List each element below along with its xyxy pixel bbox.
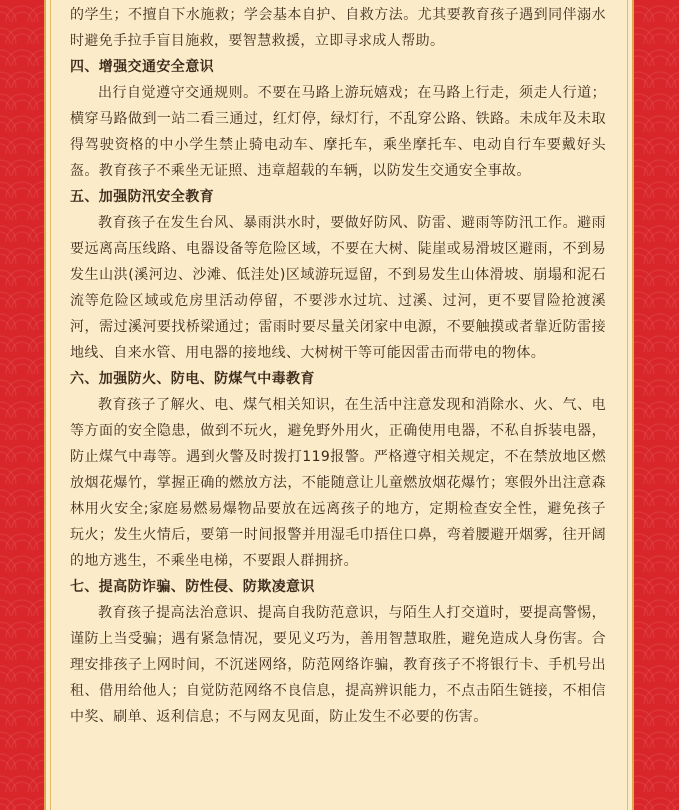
article-panel	[44, 0, 634, 810]
article-content	[70, 2, 606, 730]
section-heading-fire-electric-gas: 六、加强防火、防电、防煤气中毒教育	[70, 371, 315, 387]
section-body-flood: 教育孩子在发生台风、暴雨洪水时，要做好防风、防雷、避雨等防汛工作。避雨要远离高压线路、电器设备等危险区域，不要在大树、陡崖或易滑坡区避雨，不到易发生山洪(溪河边、沙滩、低洼处)区域游玩逗留，不到易发生山体滑坡、崩塌和泥石流等危险区域或危房里活动停留，不要涉水过坑、过溪、过河，更不要冒险抢渡溪河，需过溪河要找桥梁通过；雷雨时要尽量关闭家中电源，不要触摸或者靠近防雷接地线、自来水管、用电器的接地线、大树树干等可能因雷击而带电的物体。	[70, 215, 606, 361]
section-heading-flood: 五、加强防汛安全教育	[70, 189, 214, 205]
section-heading-fraud-assault-bullying: 七、提高防诈骗、防性侵、防欺凌意识	[70, 579, 315, 595]
section-body-fire-electric-gas: 教育孩子了解火、电、煤气相关知识，在生活中注意发现和消除水、火、气、电等方面的安全隐患，做到不玩火，避免野外用火，正确使用电器，不私自拆装电器，防止煤气中毒等。遇到火警及时拨打119报警。严格遵守相关规定，不在禁放地区燃放烟花爆竹，掌握正确的燃放方法，不能随意让儿童燃放烟花爆竹；寒假外出注意森林用火安全;家庭易燃易爆物品要放在远离孩子的地方，定期检查安全性，避免孩子玩火；发生火情后，要第一时间报警并用湿毛巾捂住口鼻，弯着腰避开烟雾，往开阔的地方逃生，不乘坐电梯，不要跟人群拥挤。	[70, 397, 606, 569]
intro-paragraph-tail: 的学生；不擅自下水施救；学会基本自护、自救方法。尤其要教育孩子遇到同伴溺水时避免手拉手盲目施救，要智慧救援，立即寻求成人帮助。	[70, 7, 606, 49]
section-heading-traffic: 四、增强交通安全意识	[70, 59, 214, 75]
section-body-fraud-assault-bullying: 教育孩子提高法治意识、提高自我防范意识，与陌生人打交道时，要提高警惕，谨防上当受骗；遇有紧急情况，要见义巧为，善用智慧取胜，避免造成人身伤害。合理安排孩子上网时间，不沉迷网络，防范网络诈骗，教育孩子不将银行卡、手机号出租、借用给他人；自觉防范网络不良信息，提高辨识能力，不点击陌生链接，不相信中奖、刷单、返利信息；不与网友见面，防止发生不必要的伤害。	[70, 605, 606, 725]
section-body-traffic: 出行自觉遵守交通规则。不要在马路上游玩嬉戏；在马路上行走，须走人行道；横穿马路做到一站二看三通过，红灯停，绿灯行，不乱穿公路、铁路。未成年及未取得驾驶资格的中小学生禁止骑电动车、摩托车，乘坐摩托车、电动自行车要戴好头盔。教育孩子不乘坐无证照、违章超载的车辆，以防发生交通安全事故。	[70, 85, 606, 179]
